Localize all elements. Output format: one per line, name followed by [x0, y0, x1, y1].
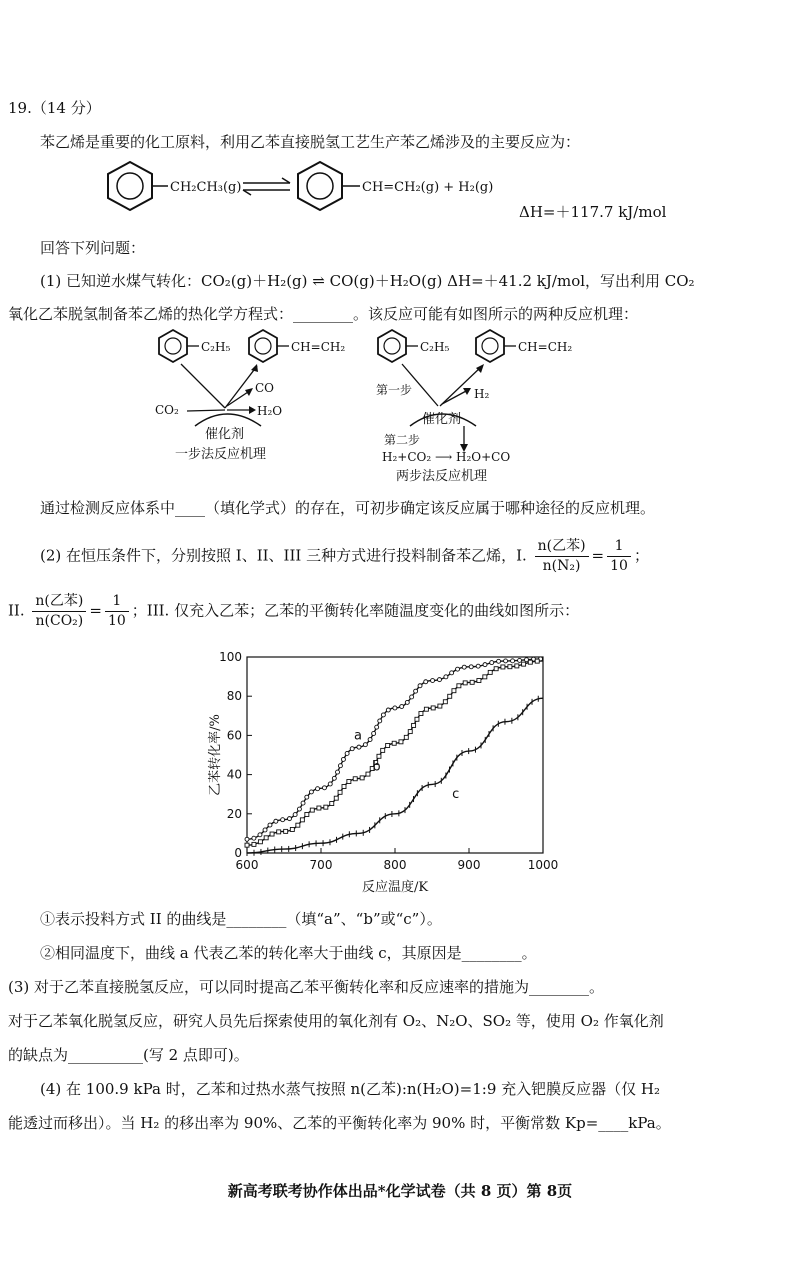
data-point-a	[378, 719, 382, 723]
data-point-b	[277, 830, 281, 834]
part3-line3: 的缺点为__________(写 2 点即可)。	[8, 1046, 249, 1064]
reactant-label: CH₂CH₃(g)	[170, 180, 242, 195]
page-footer: 新高考联考协作体出品*化学试卷（共 8 页）第 8页	[227, 1182, 573, 1200]
data-point-a	[287, 817, 291, 821]
data-point-b	[438, 704, 442, 708]
data-point-b	[284, 829, 288, 833]
series-label-c: c	[452, 787, 460, 803]
benzene-ring-icon	[298, 162, 342, 210]
h2-label: H₂	[474, 387, 490, 401]
vinyl-label: CH=CH₂	[518, 340, 573, 354]
x-tick-label: 800	[383, 858, 407, 872]
data-point-a	[437, 678, 441, 682]
data-point-b	[522, 662, 526, 666]
data-point-b	[535, 659, 539, 663]
data-point-b	[443, 700, 447, 704]
part2-line1: (2) 在恒压条件下，分别按照 I、II、III 三种方式进行投料制备苯乙烯，I. $\frac{\text{n(乙苯)}}{\text{n(N₂)}}$ = $\frac{1}{10}$ ；	[40, 538, 649, 574]
data-point-a	[293, 813, 297, 817]
y-tick-label: 40	[226, 767, 242, 782]
equilibrium-arrow-icon	[243, 178, 290, 195]
data-point-b	[399, 740, 403, 744]
data-point-b	[424, 707, 428, 711]
ratio-fraction-2: $\frac{\text{n(乙苯)}}{\text{n(CO₂)}}$	[32, 592, 86, 631]
data-point-b	[415, 717, 419, 721]
data-point-b	[317, 806, 321, 810]
data-point-a	[483, 663, 487, 667]
data-point-b	[448, 694, 452, 698]
data-point-a	[252, 836, 256, 840]
y-tick-label: 80	[226, 689, 242, 704]
question-number: 19.（14 分）	[8, 99, 101, 117]
data-point-a	[400, 705, 404, 709]
data-point-a	[504, 659, 508, 663]
part3-line1: (3) 对于乙苯直接脱氢反应，可以同时提高乙苯平衡转化率和反应速率的措施为________。	[8, 978, 605, 996]
data-point-a	[345, 751, 349, 755]
data-point-b	[324, 805, 328, 809]
one-step-mechanism-diagram	[145, 326, 355, 466]
data-point-b	[463, 681, 467, 685]
data-point-a	[297, 807, 301, 811]
part4-line1: (4) 在 100.9 kPa 时，乙苯和过热水蒸气按照 n(乙苯):n(H₂O)=1:9 充入钯膜反应器（仅 H₂	[40, 1080, 660, 1098]
data-point-a	[341, 757, 345, 761]
y-tick-label: 0	[234, 846, 242, 860]
data-point-b	[245, 843, 249, 847]
data-point-a	[444, 675, 448, 679]
h2o-label: H₂O	[257, 404, 283, 418]
data-point-a	[497, 659, 501, 663]
data-point-a	[305, 795, 309, 799]
co-label: CO	[255, 381, 275, 395]
data-point-a	[431, 679, 435, 683]
mechanism1-caption: 一步法反应机理	[175, 447, 267, 462]
data-point-b	[360, 776, 364, 780]
ethyl-label: C₂H₅	[201, 340, 231, 354]
part1-line3: 通过检测反应体系中____（填化学式）的存在，可初步确定该反应属于哪种途径的反应机理。	[40, 499, 656, 517]
data-point-a	[469, 665, 473, 669]
data-point-a	[456, 667, 460, 671]
plot-frame	[247, 657, 543, 853]
data-point-b	[528, 660, 532, 664]
x-tick-label: 1000	[527, 858, 559, 872]
enthalpy-change: ΔH=＋117.7 kJ/mol	[519, 203, 667, 221]
y-tick-label: 100	[219, 650, 242, 664]
data-point-a	[511, 659, 515, 663]
data-point-a	[357, 745, 361, 749]
data-point-b	[334, 796, 338, 800]
y-tick-label: 20	[226, 806, 242, 821]
data-point-b	[508, 665, 512, 669]
benzene-ring-icon	[249, 330, 277, 362]
data-point-b	[408, 730, 412, 734]
data-point-b	[366, 772, 370, 776]
data-point-a	[363, 743, 367, 747]
data-point-a	[322, 786, 326, 790]
data-point-a	[393, 706, 397, 710]
data-point-b	[347, 780, 351, 784]
ethyl-label: C₂H₅	[420, 340, 450, 354]
x-tick-label: 900	[457, 858, 481, 872]
catalyst-label: 催化剂	[205, 427, 245, 442]
co2-label: CO₂	[155, 403, 179, 417]
data-point-b	[290, 827, 294, 831]
data-point-b	[305, 812, 309, 816]
data-point-b	[353, 777, 357, 781]
part2-q2: ②相同温度下，曲线 a 代表乙苯的转化率大于曲线 c，其原因是________。	[40, 944, 537, 962]
data-point-b	[377, 754, 381, 758]
step1-label: 第一步	[376, 383, 413, 397]
part4-line2: 能透过而移出）。当 H₂ 的移出率为 90%、乙苯的平衡转化率为 90% 时，平衡常数 Kp=____kPa。	[8, 1114, 671, 1132]
data-point-a	[386, 708, 390, 712]
data-point-b	[404, 735, 408, 739]
data-point-a	[245, 837, 249, 841]
data-point-a	[328, 782, 332, 786]
benzene-ring-icon	[159, 330, 187, 362]
data-point-a	[332, 776, 336, 780]
ratio-value-1: $\frac{1}{10}$	[607, 537, 631, 576]
data-point-b	[419, 712, 423, 716]
data-point-a	[410, 695, 414, 699]
data-point-b	[310, 808, 314, 812]
part1-line2: 氧化乙苯脱氢制备苯乙烯的热化学方程式：________。该反应可能有如图所示的两种反应机理：	[8, 305, 639, 323]
data-point-b	[488, 670, 492, 674]
data-point-a	[381, 713, 385, 717]
part2-q1: ①表示投料方式 II 的曲线是________（填“a”、“b”或“c”）。	[40, 910, 442, 928]
data-point-b	[515, 664, 519, 668]
data-point-a	[336, 770, 340, 774]
product-label: CH=CH₂(g) + H₂(g)	[362, 180, 494, 195]
x-axis-label: 反应温度/K	[361, 880, 429, 895]
prompt-text: 回答下列问题：	[40, 239, 146, 257]
data-point-b	[338, 790, 342, 794]
data-point-b	[296, 823, 300, 827]
arrow-icon	[187, 410, 225, 411]
series-label-a: a	[354, 728, 362, 744]
data-point-b	[342, 785, 346, 789]
y-axis-label: 乙苯转化率/%	[208, 714, 223, 796]
data-point-b	[457, 684, 461, 688]
data-point-a	[309, 790, 313, 794]
catalyst-label: 催化剂	[422, 412, 462, 427]
data-point-b	[270, 832, 274, 836]
data-point-b	[258, 840, 262, 844]
data-point-b	[431, 706, 435, 710]
intro-text: 苯乙烯是重要的化工原料，利用乙苯直接脱氢工艺生产苯乙烯涉及的主要反应为：	[40, 133, 581, 151]
series-label-b: b	[372, 759, 381, 775]
data-point-b	[381, 748, 385, 752]
part2-line2: II. $\frac{\text{n(乙苯)}}{\text{n(CO₂)}}$ = $\frac{1}{10}$ ；III. 仅充入乙苯；乙苯的平衡转化率随温度变化的曲线如图所示：	[8, 593, 580, 629]
benzene-ring-icon	[378, 330, 406, 362]
data-point-a	[518, 658, 522, 662]
data-point-b	[300, 818, 304, 822]
step2-equation: H₂+CO₂ ⟶ H₂O+CO	[382, 450, 511, 464]
data-point-a	[414, 689, 418, 693]
part3-line2: 对于乙苯氧化脱氢反应，研究人员先后探索使用的氧化剂有 O₂、N₂O、SO₂ 等，使用 O₂ 作氧化剂	[8, 1012, 664, 1030]
y-tick-label: 60	[226, 728, 242, 743]
vinyl-label: CH=CH₂	[291, 340, 346, 354]
data-point-b	[477, 679, 481, 683]
part1-line1: (1) 已知逆水煤气转化：CO₂(g)＋H₂(g) ⇌ CO(g)＋H₂O(g) ΔH=＋41.2 kJ/mol，写出利用 CO₂	[40, 272, 695, 290]
data-point-a	[476, 664, 480, 668]
data-point-a	[375, 725, 379, 729]
data-point-a	[462, 665, 466, 669]
arrow-icon	[225, 366, 257, 408]
data-point-a	[268, 823, 272, 827]
data-point-a	[258, 833, 262, 837]
data-point-a	[350, 747, 354, 751]
part2-prefix: II.	[8, 601, 25, 620]
data-point-a	[424, 680, 428, 684]
data-point-a	[405, 700, 409, 704]
benzene-ring-icon	[476, 330, 504, 362]
data-point-a	[274, 819, 278, 823]
arrow-icon	[181, 364, 225, 408]
data-point-a	[418, 684, 422, 688]
data-point-a	[316, 787, 320, 791]
ratio-fraction-1: $\frac{\text{n(乙苯)}}{\text{n(N₂)}}$	[535, 537, 589, 576]
data-point-b	[412, 723, 416, 727]
series-line-a	[247, 659, 543, 839]
two-step-mechanism-diagram	[370, 326, 600, 486]
data-point-a	[450, 671, 454, 675]
data-point-a	[263, 828, 267, 832]
data-point-b	[386, 743, 390, 747]
data-point-b	[392, 741, 396, 745]
data-point-a	[490, 661, 494, 665]
data-point-b	[470, 680, 474, 684]
data-point-b	[252, 842, 256, 846]
ratio-value-2: $\frac{1}{10}$	[105, 592, 129, 631]
step2-label: 第二步	[384, 433, 421, 447]
data-point-a	[368, 738, 372, 742]
data-point-b	[483, 675, 487, 679]
mechanism2-caption: 两步法反应机理	[396, 469, 488, 484]
data-point-b	[330, 802, 334, 806]
conversion-rate-chart	[205, 645, 565, 895]
data-point-b	[494, 667, 498, 671]
part2-line1-text: (2) 在恒压条件下，分别按照 I、II、III 三种方式进行投料制备苯乙烯，I.	[40, 546, 527, 565]
data-point-a	[338, 764, 342, 768]
x-tick-label: 700	[309, 858, 333, 872]
data-point-b	[264, 836, 268, 840]
data-point-a	[301, 801, 305, 805]
data-point-b	[501, 665, 505, 669]
data-point-a	[372, 731, 376, 735]
catalyst-surface-icon	[195, 414, 261, 426]
benzene-ring-icon	[108, 162, 152, 210]
x-tick-label: 600	[235, 858, 259, 872]
data-point-b	[452, 689, 456, 693]
data-point-a	[281, 818, 285, 822]
